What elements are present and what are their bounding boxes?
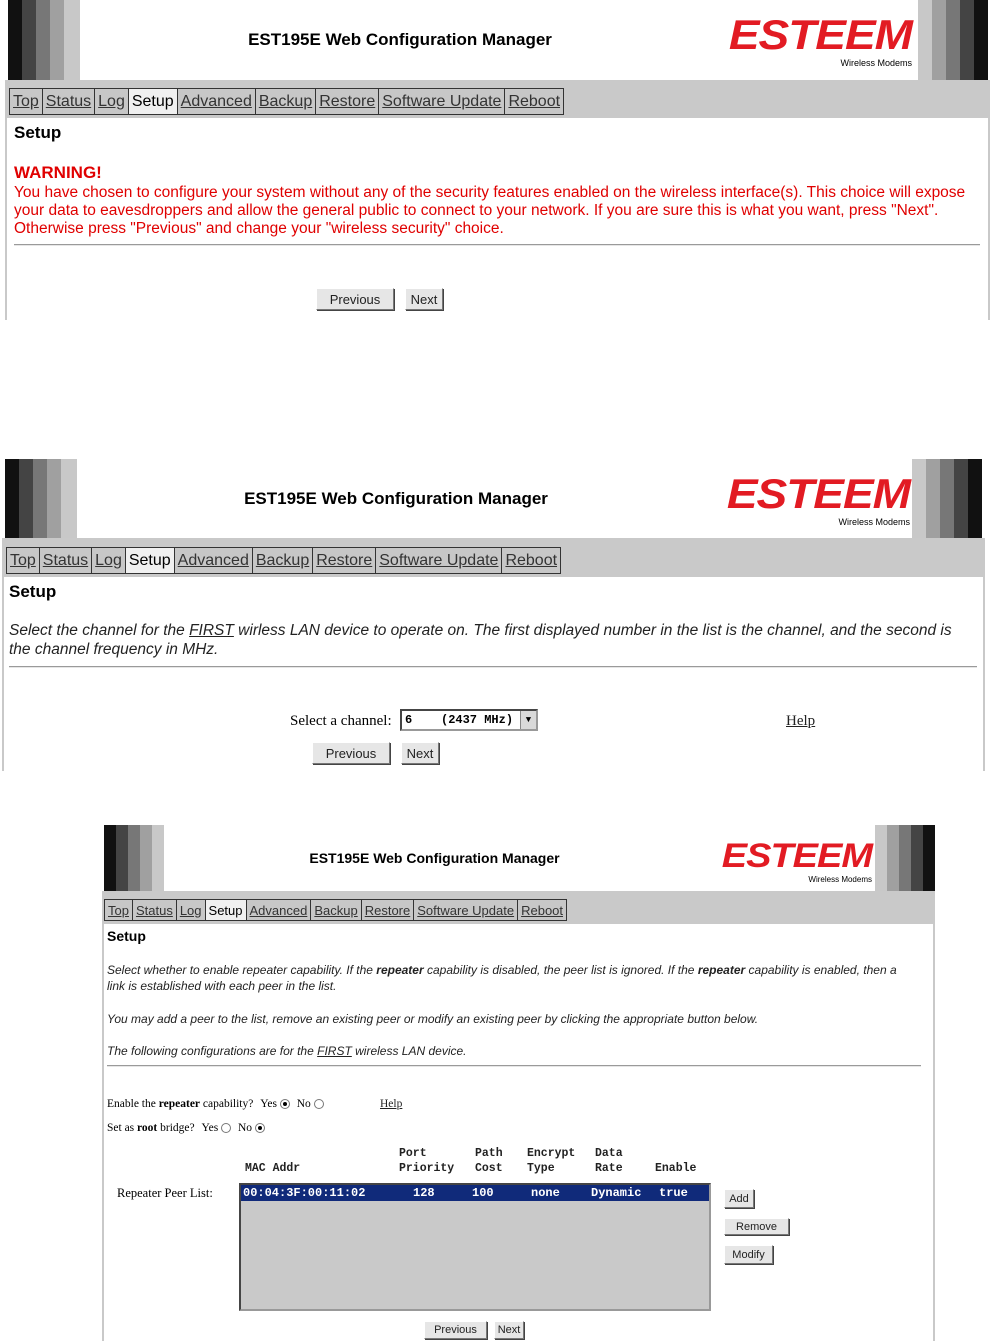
tab-software-update[interactable]: Software Update (376, 548, 501, 573)
previous-button[interactable]: Previous (312, 742, 390, 764)
help-link[interactable]: Help (786, 713, 816, 729)
modify-peer-button[interactable]: Modify (724, 1245, 773, 1264)
next-button[interactable]: Next (494, 1321, 524, 1339)
peer-encrypt-type: none (531, 1186, 560, 1200)
col-port-priority: Priority (399, 1162, 455, 1175)
tab-top[interactable]: Top (105, 900, 132, 920)
chevron-down-icon[interactable]: ▼ (520, 711, 536, 729)
tab-setup[interactable]: Setup (206, 900, 246, 920)
page-title: Setup (9, 582, 57, 601)
page-title: Setup (107, 928, 146, 944)
peer-list-label: Repeater Peer List: (117, 1186, 213, 1200)
page-title: Setup (14, 123, 62, 142)
tab-log[interactable]: Log (95, 89, 128, 114)
tab-advanced[interactable]: Advanced (175, 548, 252, 573)
panel-repeater-setup (102, 825, 935, 1341)
app-title: EST195E Web Configuration Manager (309, 850, 560, 866)
tab-restore[interactable]: Restore (362, 900, 414, 920)
header-stripes-left (8, 0, 80, 80)
channel-label: Select a channel: (290, 713, 392, 729)
root-bridge-question: Set as root bridge? Yes No (107, 1122, 265, 1134)
tab-advanced[interactable]: Advanced (247, 900, 311, 920)
repeater-question: Enable the repeater capability? Yes No (107, 1098, 324, 1110)
nav-tabs (6, 547, 561, 574)
esteem-logo: ESTEEM Wireless Modems (721, 837, 872, 884)
tab-reboot[interactable]: Reboot (502, 548, 560, 573)
divider (9, 666, 977, 668)
peer-port-priority: 128 (413, 1186, 435, 1200)
panel-security-warning (5, 0, 990, 320)
header (102, 825, 935, 891)
content-area (2, 577, 985, 771)
warning-text: You have chosen to configure your system without any of the security features enabled on the wireless interface(s). This choice will expose your data to eavesdroppers and allow the general public to connect to your network. If you are sure this is what you want, press "Next". Otherwise press "Previous" and change your "wireless security" choice. (14, 184, 966, 237)
peer-instructions: You may add a peer to the list, remove an existing peer or modify an existing peer by clicking the appropriate button below. (107, 1012, 759, 1026)
first-emphasis: FIRST (189, 622, 234, 639)
tab-backup[interactable]: Backup (256, 89, 315, 114)
tab-top[interactable]: Top (10, 89, 42, 114)
warning-title: WARNING! (14, 163, 102, 182)
header-stripes-left (104, 825, 164, 891)
tab-status[interactable]: Status (133, 900, 176, 920)
repeater-yes-radio[interactable] (280, 1099, 290, 1109)
channel-select-value: 6 (2437 MHz) (405, 713, 514, 727)
peer-mac: 00:04:3F:00:11:02 (243, 1186, 366, 1200)
tab-backup[interactable]: Backup (253, 548, 312, 573)
tab-software-update[interactable]: Software Update (379, 89, 504, 114)
header (2, 459, 985, 538)
nav-bar (5, 80, 990, 118)
tab-setup[interactable]: Setup (126, 548, 174, 573)
tab-software-update[interactable]: Software Update (414, 900, 517, 920)
tab-setup[interactable]: Setup (129, 89, 177, 114)
nav-tabs (104, 899, 567, 921)
nav-tabs (9, 88, 564, 115)
panel-channel-select (2, 459, 985, 771)
repeater-no-radio[interactable] (314, 1099, 324, 1109)
root-yes-radio[interactable] (221, 1123, 231, 1133)
tab-reboot[interactable]: Reboot (505, 89, 563, 114)
peer-data-rate: Dynamic (591, 1186, 642, 1200)
nav-bar (102, 891, 935, 924)
tab-advanced[interactable]: Advanced (178, 89, 255, 114)
col-mac-addr: MAC Addr (245, 1162, 301, 1175)
tab-restore[interactable]: Restore (316, 89, 378, 114)
app-title: EST195E Web Configuration Manager (244, 488, 548, 508)
content-area (5, 118, 990, 320)
header-stripes-right (875, 825, 935, 891)
col-data-rate: Rate (595, 1162, 623, 1175)
header-stripes-left (5, 459, 77, 538)
channel-select[interactable] (400, 709, 538, 731)
tab-backup[interactable]: Backup (311, 900, 360, 920)
root-no-radio[interactable] (255, 1123, 265, 1133)
help-link[interactable]: Help (380, 1098, 403, 1110)
header-stripes-right (918, 0, 988, 80)
channel-instructions: Select the channel for the FIRST wirless LAN device to operate on. The first displayed number in the list is the channel, and the second is the channel frequency in MHz. (9, 622, 952, 658)
device-note: The following configurations are for the FIRST wireless LAN device. (107, 1044, 467, 1058)
tab-top[interactable]: Top (7, 548, 39, 573)
tab-reboot[interactable]: Reboot (518, 900, 566, 920)
previous-button[interactable]: Previous (316, 288, 394, 310)
header (5, 0, 990, 80)
add-peer-button[interactable]: Add (724, 1189, 754, 1208)
peer-row[interactable] (241, 1185, 709, 1201)
col-encrypt-type: Type (527, 1162, 555, 1175)
peer-listbox[interactable] (239, 1183, 711, 1311)
next-button[interactable]: Next (405, 288, 443, 310)
content-area: Setup Select whether to enable repeater capability. If the repeater capability is disabled, the peer list is ignored. If the repeater capability is enabled, then a link is established with each peer in the list. You may add a peer to the list, remove an existing peer or modify an existing peer by clicking the appropriate button below. The following configurations are for the FIRST wireless LAN device. Enable the repeater capability? Yes No Help Set as root bridge? Yes No MAC Addr Port Priority Path Cost Encrypt Type Data Rate Enable Repeater Peer List: 00:04:3F:00:11:02 128 100 none Dynamic true Add Remove Modify Previous Next (102, 924, 935, 1341)
previous-button[interactable]: Previous (424, 1321, 487, 1339)
tab-restore[interactable]: Restore (313, 548, 375, 573)
esteem-logo: ESTEEM Wireless Modems (726, 470, 910, 527)
peer-path-cost: 100 (472, 1186, 494, 1200)
divider (107, 1065, 921, 1067)
tab-status[interactable]: Status (43, 89, 94, 114)
divider (14, 244, 980, 246)
tab-log[interactable]: Log (177, 900, 205, 920)
nav-bar (2, 538, 985, 577)
esteem-logo: ESTEEM Wireless Modems (728, 11, 912, 68)
col-path-cost: Cost (475, 1162, 503, 1175)
peer-enable: true (659, 1186, 688, 1200)
tab-log[interactable]: Log (92, 548, 125, 573)
app-title: EST195E Web Configuration Manager (248, 30, 552, 49)
col-enable: Enable (655, 1162, 697, 1175)
repeater-description: Select whether to enable repeater capability. If the repeater capability is disabled, the peer list is ignored. If the repeater capability is enabled, then a link is established with each peer in the list. (107, 963, 897, 993)
header-stripes-right (912, 459, 982, 538)
tab-status[interactable]: Status (40, 548, 91, 573)
next-button[interactable]: Next (401, 742, 439, 764)
remove-peer-button[interactable]: Remove (724, 1218, 789, 1235)
